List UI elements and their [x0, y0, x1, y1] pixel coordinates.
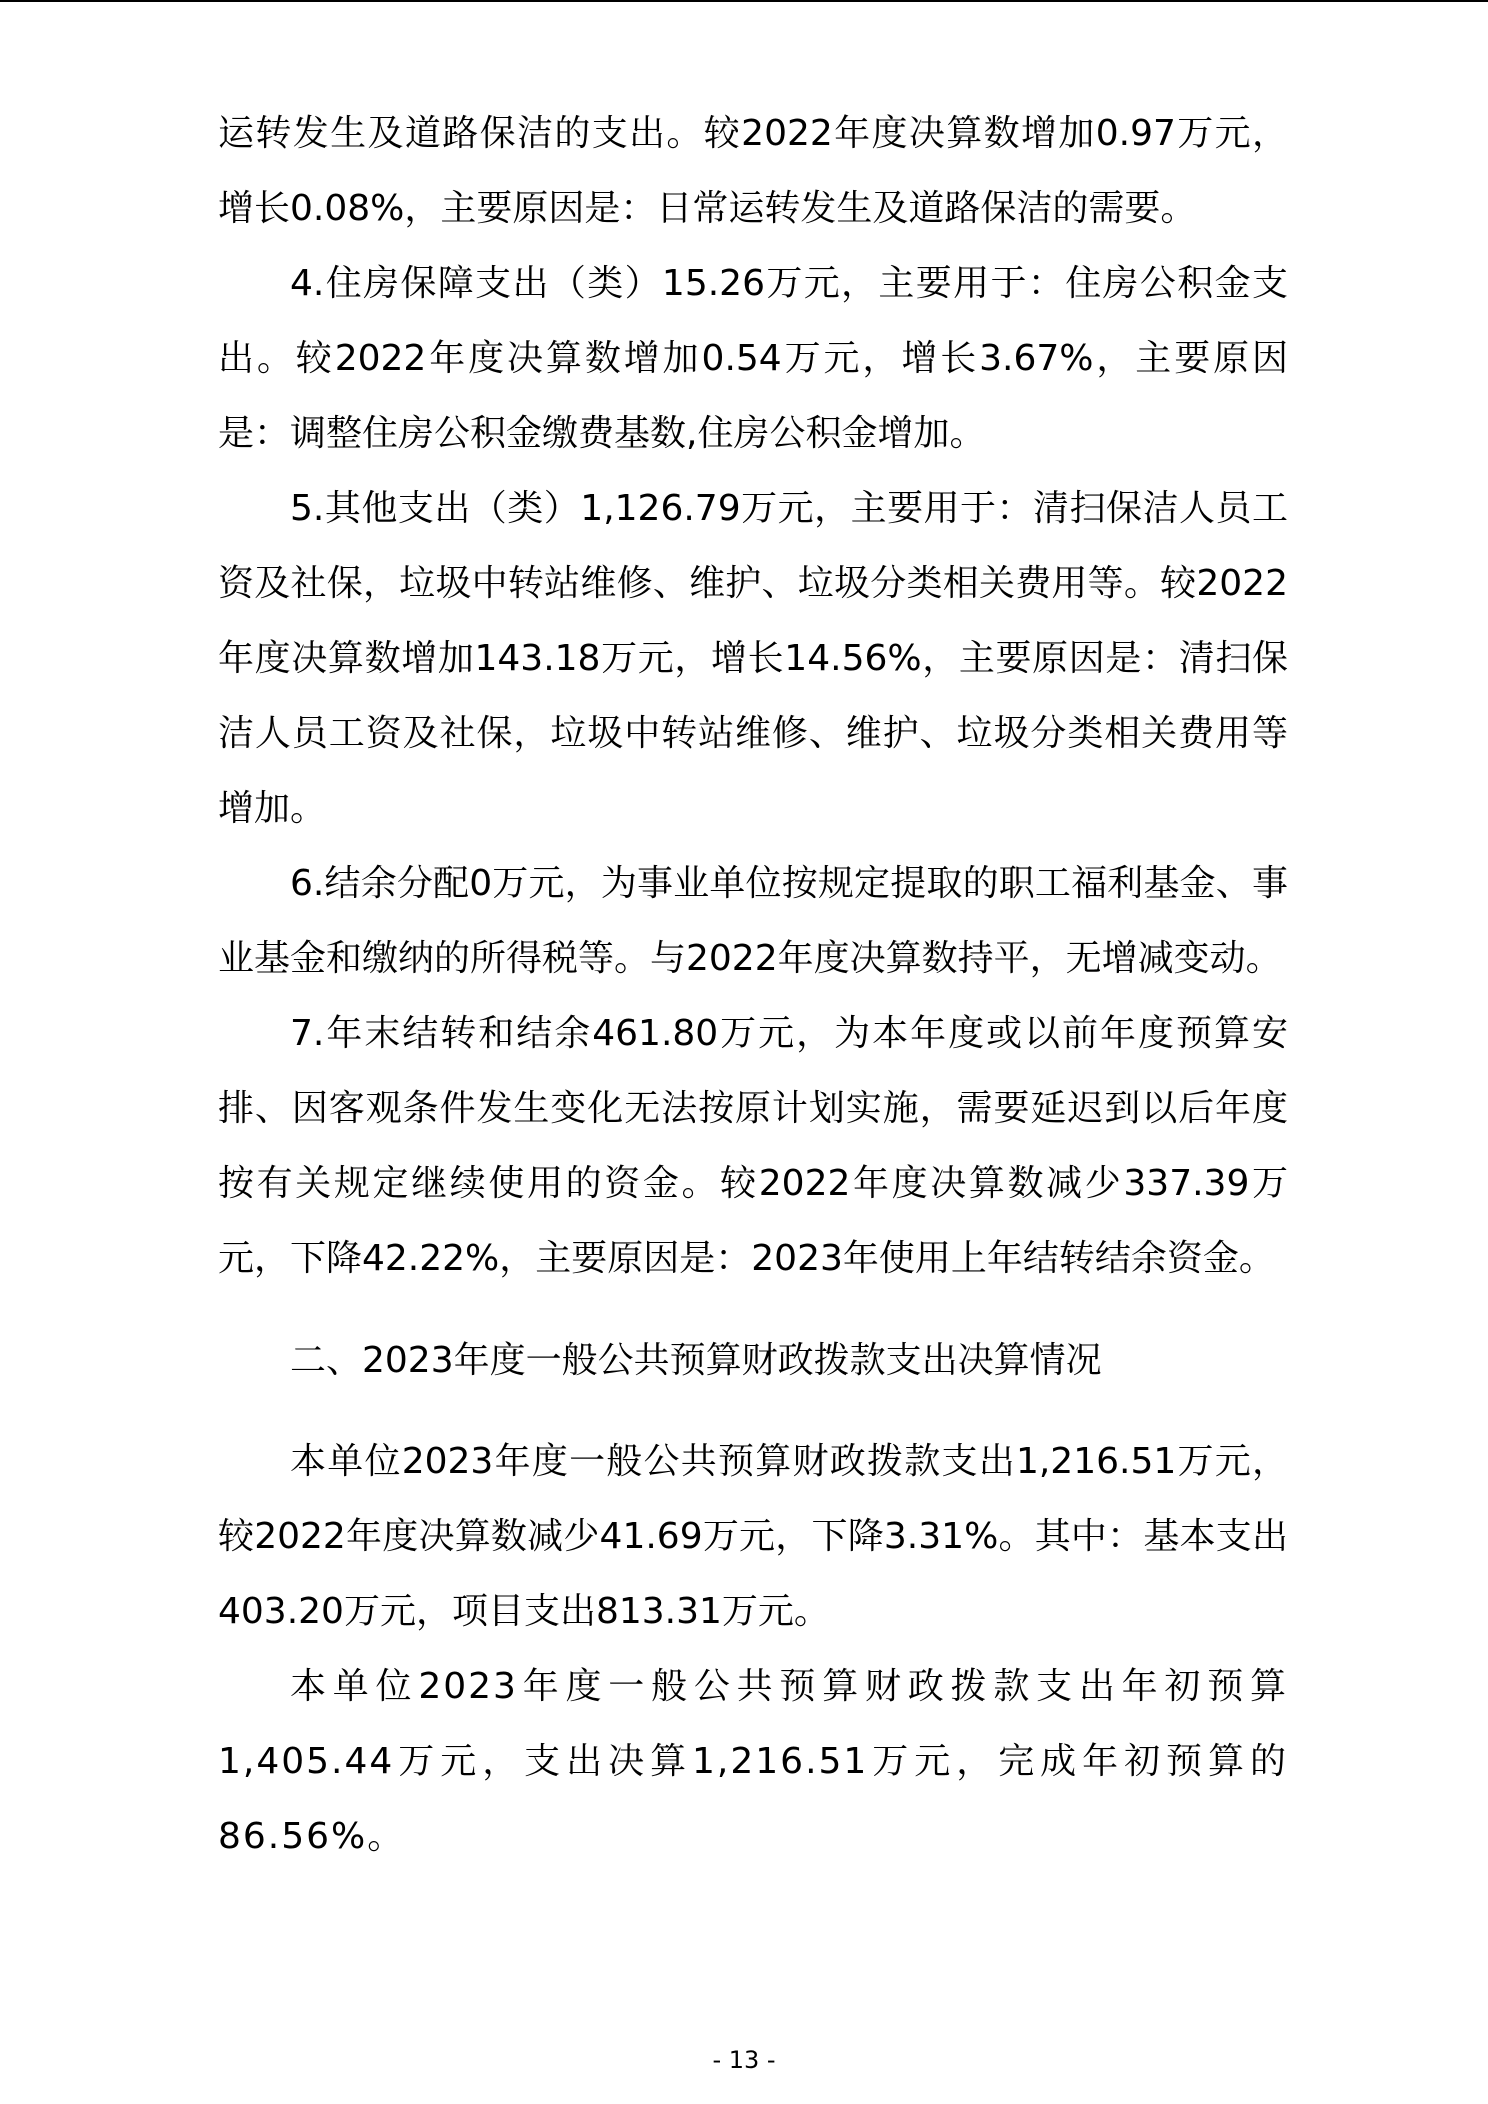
paragraph-year-end-balance: 7.年末结转和结余461.80万元，为本年度或以前年度预算安排、因客观条件发生变化无法按原计划实施，需要延迟到以后年度按有关规定继续使用的资金。较2022年度决算数减少337.39万元，下降42.22%，主要原因是：2023年使用上年结转结余资金。 [218, 1013, 1288, 1279]
paragraph-continuation: 运转发生及道路保洁的支出。较2022年度决算数增加0.97万元，增长0.08%，主要原因是：日常运转发生及道路保洁的需要。 [218, 113, 1288, 229]
top-border-line [0, 0, 1488, 2]
section-heading: 二、2023年度一般公共预算财政拨款支出决算情况 [290, 1340, 1102, 1381]
paragraph-housing-expenditure: 4.住房保障支出（类）15.26万元，主要用于：住房公积金支出。较2022年度决算数增加0.54万元，增长3.67%，主要原因是：调整住房公积金缴费基数,住房公积金增加。 [218, 263, 1288, 454]
paragraph-surplus-distribution: 6.结余分配0万元，为事业单位按规定提取的职工福利基金、事业基金和缴纳的所得税等。与2022年度决算数持平，无增减变动。 [218, 863, 1288, 979]
paragraph-budget-completion: 本单位2023年度一般公共预算财政拨款支出年初预算1,405.44万元，支出决算1,216.51万元，完成年初预算的86.56%。 [218, 1666, 1288, 1857]
page-number: - 13 - [712, 2046, 776, 2074]
paragraph-general-budget-expenditure: 本单位2023年度一般公共预算财政拨款支出1,216.51万元，较2022年度决算数减少41.69万元，下降3.31%。其中：基本支出403.20万元，项目支出813.31万元。 [218, 1441, 1288, 1632]
document-body [218, 96, 1288, 1874]
paragraph-other-expenditure: 5.其他支出（类）1,126.79万元，主要用于：清扫保洁人员工资及社保，垃圾中转站维修、维护、垃圾分类相关费用等。较2022年度决算数增加143.18万元，增长14.56%，主要原因是：清扫保洁人员工资及社保，垃圾中转站维修、维护、垃圾分类相关费用等增加。 [218, 488, 1288, 829]
